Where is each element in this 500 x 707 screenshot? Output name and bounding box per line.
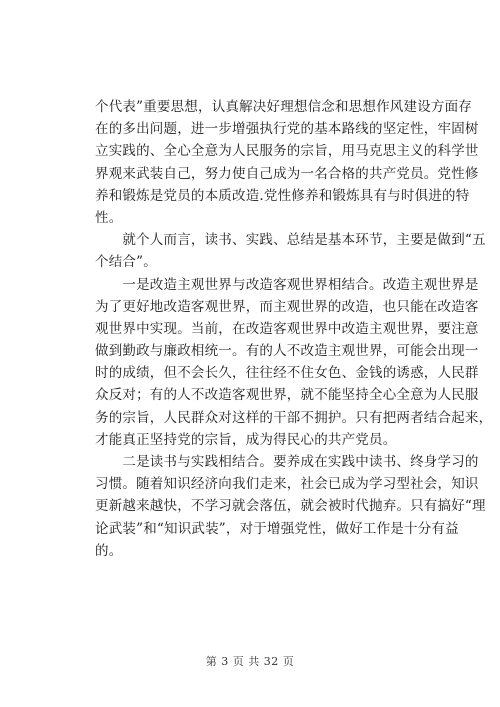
text-line: 观世界中实现。当前，在改造客观世界中改造主观世界，要注意	[95, 320, 479, 337]
text-line: 个结合”。	[95, 254, 157, 271]
text-line: 务的宗旨，人民群众对这样的干部不拥护。只有把两者结合起来，	[95, 409, 493, 426]
page-number-footer: 第 3 页 共 32 页	[205, 655, 295, 668]
paragraph-3	[95, 274, 493, 452]
text-line: 论武装”和“知识武装”，对于增强党性，做好工作是十分有益	[95, 520, 459, 537]
text-line: 为了更好地改造客观世界，而主观世界的改造，也只能在改造客	[95, 298, 479, 315]
text-line: 二是读书与实践相结合。要养成在实践中读书、终身学习的	[95, 454, 479, 470]
paragraph-2	[95, 229, 486, 273]
text-line: 立实践的、全心全意为人民服务的宗旨，用马克思主义的科学世	[95, 143, 479, 160]
text-line: 在的多出问题，进一步增强执行党的基本路线的坚定性，牢固树	[95, 121, 479, 138]
text-line: 众反对；有的人不改造客观世界，就不能坚持全心全意为人民服	[95, 387, 479, 404]
paragraph-1	[95, 96, 479, 229]
text-line: 更新越来越快，不学习就会落伍，就会被时代抛弃。只有搞好“理	[95, 498, 486, 515]
text-line: 性。	[95, 209, 123, 226]
text-line: 习惯。随着知识经济向我们走来，社会已成为学习型社会，知识	[95, 476, 479, 493]
text-line: 界观来武装自己，努力使自己成为一名合格的共产党员。党性修	[95, 165, 479, 182]
paragraph-4	[95, 451, 486, 562]
text-line: 的。	[95, 542, 123, 559]
text-line: 做到勤政与廉政相统一。有的人不改造主观世界，可能会出现一	[95, 343, 479, 360]
text-line: 个代表”重要思想，认真解决好理想信念和思想作风建设方面存	[95, 99, 473, 115]
text-line: 就个人而言，读书、实践、总结是基本环节，主要是做到“五	[95, 232, 486, 249]
text-line: 养和锻炼是党员的本质改造.党性修养和锻炼具有与时俱进的特	[95, 187, 470, 204]
text-line: 时的成绩，但不会长久，往往经不住女色、金钱的诱惑，人民群	[95, 365, 479, 382]
text-line: 才能真正坚持党的宗旨，成为得民心的共产党员。	[95, 431, 397, 448]
body-text	[95, 96, 493, 562]
text-line: 一是改造主观世界与改造客观世界相结合。改造主观世界是	[95, 276, 479, 293]
